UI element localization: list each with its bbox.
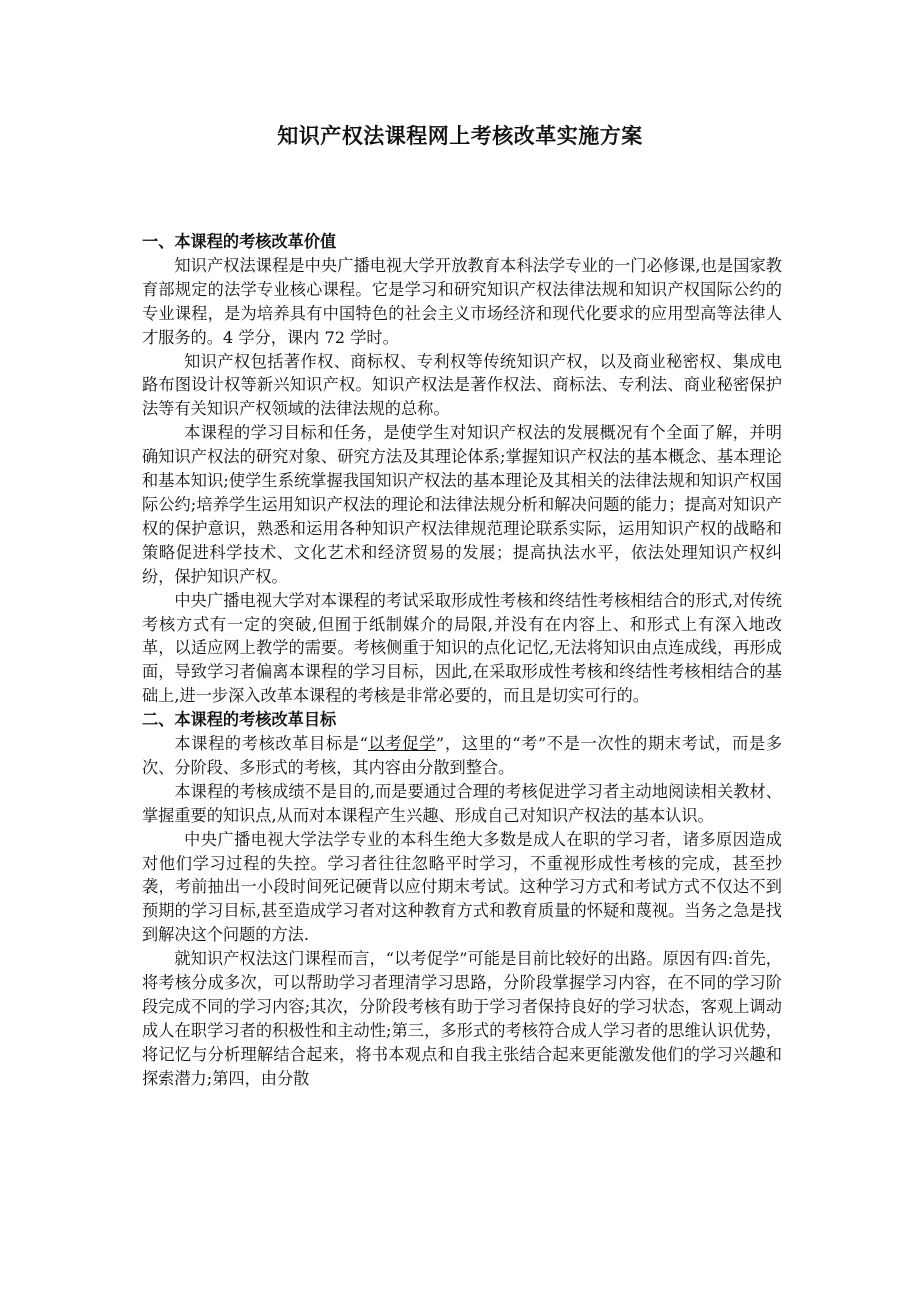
section-1-heading: 一、本课程的考核改革价值	[142, 232, 337, 251]
section-1-paragraph-4: 中央广播电视大学对本课程的考试采取形成性考核和终结性考核相结合的形式,对传统考核方式有一定的突破,但囿于纸制媒介的局限,并没有在内容上、和形式上有深入地改革，以适应网上教学的需要。考核侧重于知识的点化记忆,无法将知识由点连成线，再形成面，导致学习者偏离本课程的学习目标，因此,在采取形成性考核和终结性考核相结合的基础上,进一步深入改革本课程的考核是非常必要的，而且是切实可行的。	[142, 590, 782, 706]
section-1-paragraph-1: 知识产权法课程是中央广播电视大学开放教育本科法学专业的一门必修课,也是国家教育部规定的法学专业核心课程。它是学习和研究知识产权法律法规和知识产权国际公约的专业课程，是为培养具有中国特色的社会主义市场经济和现代化要求的应用型高等法律人才服务的。4 学分，课内 72 学时。	[142, 255, 782, 347]
section-1-paragraph-2: 知识产权包括著作权、商标权、专利权等传统知识产权，以及商业秘密权、集成电路布图设计权等新兴知识产权。知识产权法是著作权法、商标法、专利法、商业秘密保护法等有关知识产权领域的法律法规的总称。	[142, 351, 782, 419]
section-2-paragraph-2: 本课程的考核成绩不是目的,而是要通过合理的考核促进学习者主动地阅读相关教材、掌握重要的知识点,从而对本课程产生兴趣、形成自己对知识产权法的基本认识。	[142, 781, 782, 825]
section-2-paragraph-4: 就知识产权法这门课程而言，“以考促学”可能是目前比较好的出路。原因有四:首先，将考核分成多次，可以帮助学习者理清学习思路，分阶段掌握学习内容，在不同的学习阶段完成不同的学习内容;其次，分阶段考核有助于学习者保持良好的学习状态，客观上调动成人在职学习者的积极性和主动性;第三，多形式的考核符合成人学习者的思维认识优势，将记忆与分析理解结合起来，将书本观点和自我主张结合起来更能激发他们的学习兴趣和探索潜力;第四，由分散	[142, 949, 782, 1088]
section-1-paragraph-3: 本课程的学习目标和任务，是使学生对知识产权法的发展概况有个全面了解，并明确知识产权法的研究对象、研究方法及其理论体系;掌握知识产权法的基本概念、基本理论和基本知识;使学生系统掌握我国知识产权法的基本理论及其相关的法律法规和知识产权国际公约;培养学生运用知识产权法的理论和法律法规分析和解决问题的能力；提高对知识产权的保护意识，熟悉和运用各种知识产权法律规范理论联系实际，运用知识产权的战略和策略促进科学技术、文化艺术和经济贸易的发展；提高执法水平，依法处理知识产权纠纷，保护知识产权。	[142, 423, 782, 586]
section-2-p1-underlined-phrase: 以考促学	[367, 734, 436, 754]
document-title: 知识产权法课程网上考核改革实施方案	[277, 123, 643, 148]
section-2-p1-after: ”，这里的“考”不是一次性的期末考试，而是多次、分阶段、多形式的考核，其内容由分散到整合。	[142, 734, 783, 777]
section-2-paragraph-3: 中央广播电视大学法学专业的本科生绝大多数是成人在职的学习者，诸多原因造成对他们学习过程的失控。学习者往往忽略平时学习，不重视形成性考核的完成，甚至抄袭，考前抽出一小段时间死记硬背以应付期末考试。这种学习方式和考试方式不仅达不到预期的学习目标,甚至造成学习者对这种教育方式和教育质量的怀疑和蔑视。当务之急是找到解决这个问题的方法.	[142, 829, 782, 945]
section-2-p1-before: 本课程的考核改革目标是“	[174, 734, 368, 754]
section-2-heading: 二、本课程的考核改革目标	[142, 710, 337, 730]
document-body	[142, 230, 782, 1091]
section-2-paragraph-1	[142, 732, 782, 780]
